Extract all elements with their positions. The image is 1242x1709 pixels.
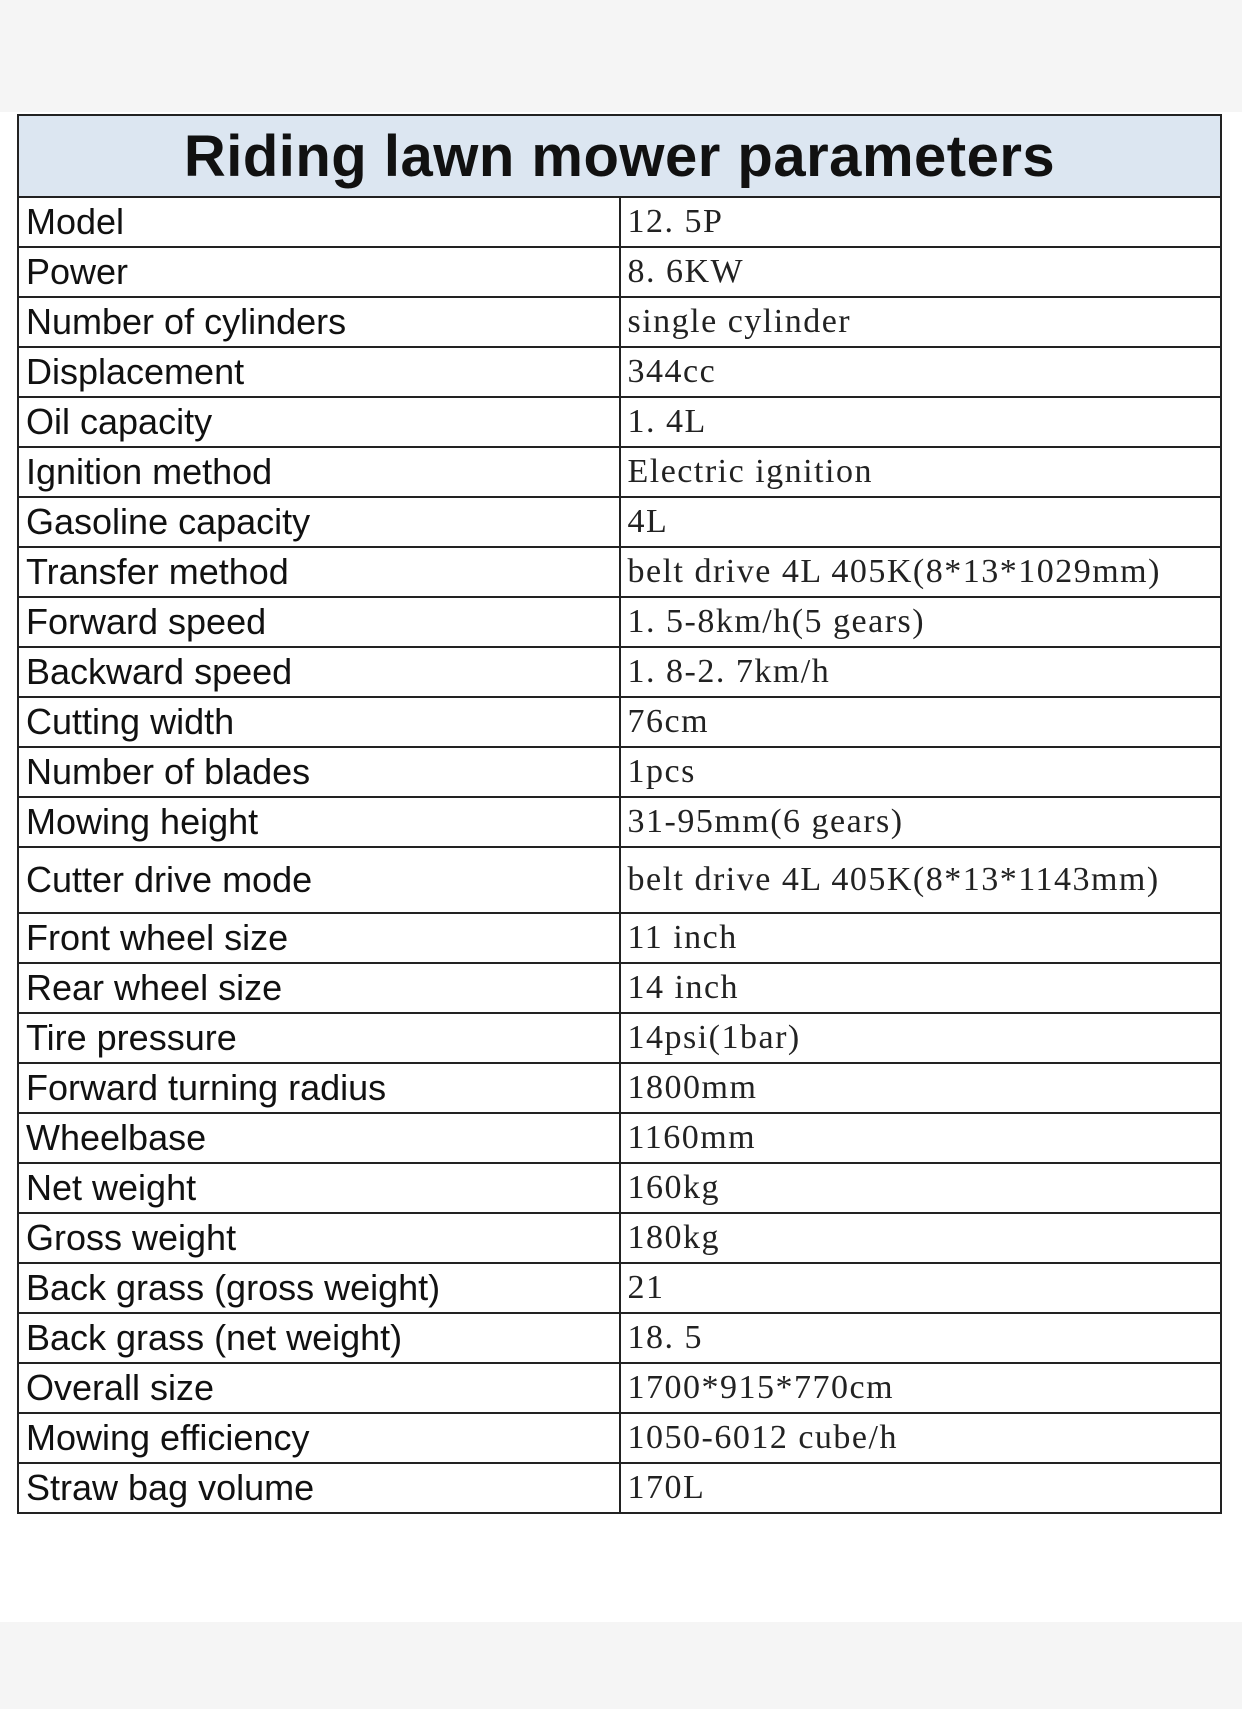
parameter-label: Mowing efficiency: [18, 1413, 620, 1463]
parameter-value: 11 inch: [620, 913, 1222, 963]
parameter-label: Front wheel size: [18, 913, 620, 963]
table-row: [18, 1163, 1221, 1213]
parameter-label: Back grass (net weight): [18, 1313, 620, 1363]
parameter-label: Net weight: [18, 1163, 620, 1213]
parameter-value: 180kg: [620, 1213, 1222, 1263]
parameter-label: Oil capacity: [18, 397, 620, 447]
parameter-value: 1800mm: [620, 1063, 1222, 1113]
parameter-label: Cutting width: [18, 697, 620, 747]
parameter-label: Tire pressure: [18, 1013, 620, 1063]
table-row: [18, 447, 1221, 497]
parameter-value: 344cc: [620, 347, 1222, 397]
table-row: [18, 247, 1221, 297]
table-row: [18, 597, 1221, 647]
table-row: [18, 647, 1221, 697]
parameter-label: Back grass (gross weight): [18, 1263, 620, 1313]
parameter-label: Number of blades: [18, 747, 620, 797]
table-row: [18, 1013, 1221, 1063]
table-row: [18, 963, 1221, 1013]
parameter-value: 21: [620, 1263, 1222, 1313]
parameter-label: Forward speed: [18, 597, 620, 647]
table-row: [18, 847, 1221, 913]
parameter-label: Model: [18, 197, 620, 247]
table-row: [18, 397, 1221, 447]
parameter-label: Gasoline capacity: [18, 497, 620, 547]
parameter-label: Forward turning radius: [18, 1063, 620, 1113]
table-row: [18, 747, 1221, 797]
parameter-label: Displacement: [18, 347, 620, 397]
parameter-value: Electric ignition: [620, 447, 1222, 497]
parameter-label: Gross weight: [18, 1213, 620, 1263]
table-row: [18, 697, 1221, 747]
parameter-label: Number of cylinders: [18, 297, 620, 347]
parameters-table: [17, 114, 1222, 1514]
parameter-value: 1. 5-8km/h(5 gears): [620, 597, 1222, 647]
table-row: [18, 1063, 1221, 1113]
parameter-value: 14psi(1bar): [620, 1013, 1222, 1063]
table-row: [18, 1113, 1221, 1163]
table-row: [18, 1213, 1221, 1263]
table-row: [18, 547, 1221, 597]
parameter-value: 1050-6012 cube/h: [620, 1413, 1222, 1463]
parameter-value: 160kg: [620, 1163, 1222, 1213]
table-row: [18, 1263, 1221, 1313]
parameter-label: Mowing height: [18, 797, 620, 847]
parameter-label: Power: [18, 247, 620, 297]
parameter-label: Overall size: [18, 1363, 620, 1413]
parameter-value: 1pcs: [620, 747, 1222, 797]
parameter-value: 31-95mm(6 gears): [620, 797, 1222, 847]
parameter-value: single cylinder: [620, 297, 1222, 347]
table-row: [18, 347, 1221, 397]
parameter-value: 1700*915*770cm: [620, 1363, 1222, 1413]
parameter-label: Ignition method: [18, 447, 620, 497]
table-row: [18, 297, 1221, 347]
parameter-value: belt drive 4L 405K(8*13*1029mm): [620, 547, 1222, 597]
parameter-label: Backward speed: [18, 647, 620, 697]
parameter-value: 12. 5P: [620, 197, 1222, 247]
table-row: [18, 1413, 1221, 1463]
table-row: [18, 1313, 1221, 1363]
parameter-value: 1160mm: [620, 1113, 1222, 1163]
table-row: [18, 1363, 1221, 1413]
parameter-label: Wheelbase: [18, 1113, 620, 1163]
table-row: [18, 797, 1221, 847]
parameter-label: Rear wheel size: [18, 963, 620, 1013]
parameter-label: Straw bag volume: [18, 1463, 620, 1513]
parameter-label: Transfer method: [18, 547, 620, 597]
parameter-value: 1. 4L: [620, 397, 1222, 447]
table-row: [18, 1463, 1221, 1513]
parameter-value: belt drive 4L 405K(8*13*1143mm): [620, 847, 1222, 913]
parameter-value: 170L: [620, 1463, 1222, 1513]
parameter-value: 14 inch: [620, 963, 1222, 1013]
table-row: [18, 197, 1221, 247]
parameter-value: 8. 6KW: [620, 247, 1222, 297]
parameter-value: 1. 8-2. 7km/h: [620, 647, 1222, 697]
table-row: [18, 497, 1221, 547]
parameter-value: 4L: [620, 497, 1222, 547]
table-title-row: [18, 115, 1221, 197]
parameter-label: Cutter drive mode: [18, 847, 620, 913]
parameter-value: 76cm: [620, 697, 1222, 747]
table-title: Riding lawn mower parameters: [18, 115, 1221, 197]
table-row: [18, 913, 1221, 963]
parameter-value: 18. 5: [620, 1313, 1222, 1363]
